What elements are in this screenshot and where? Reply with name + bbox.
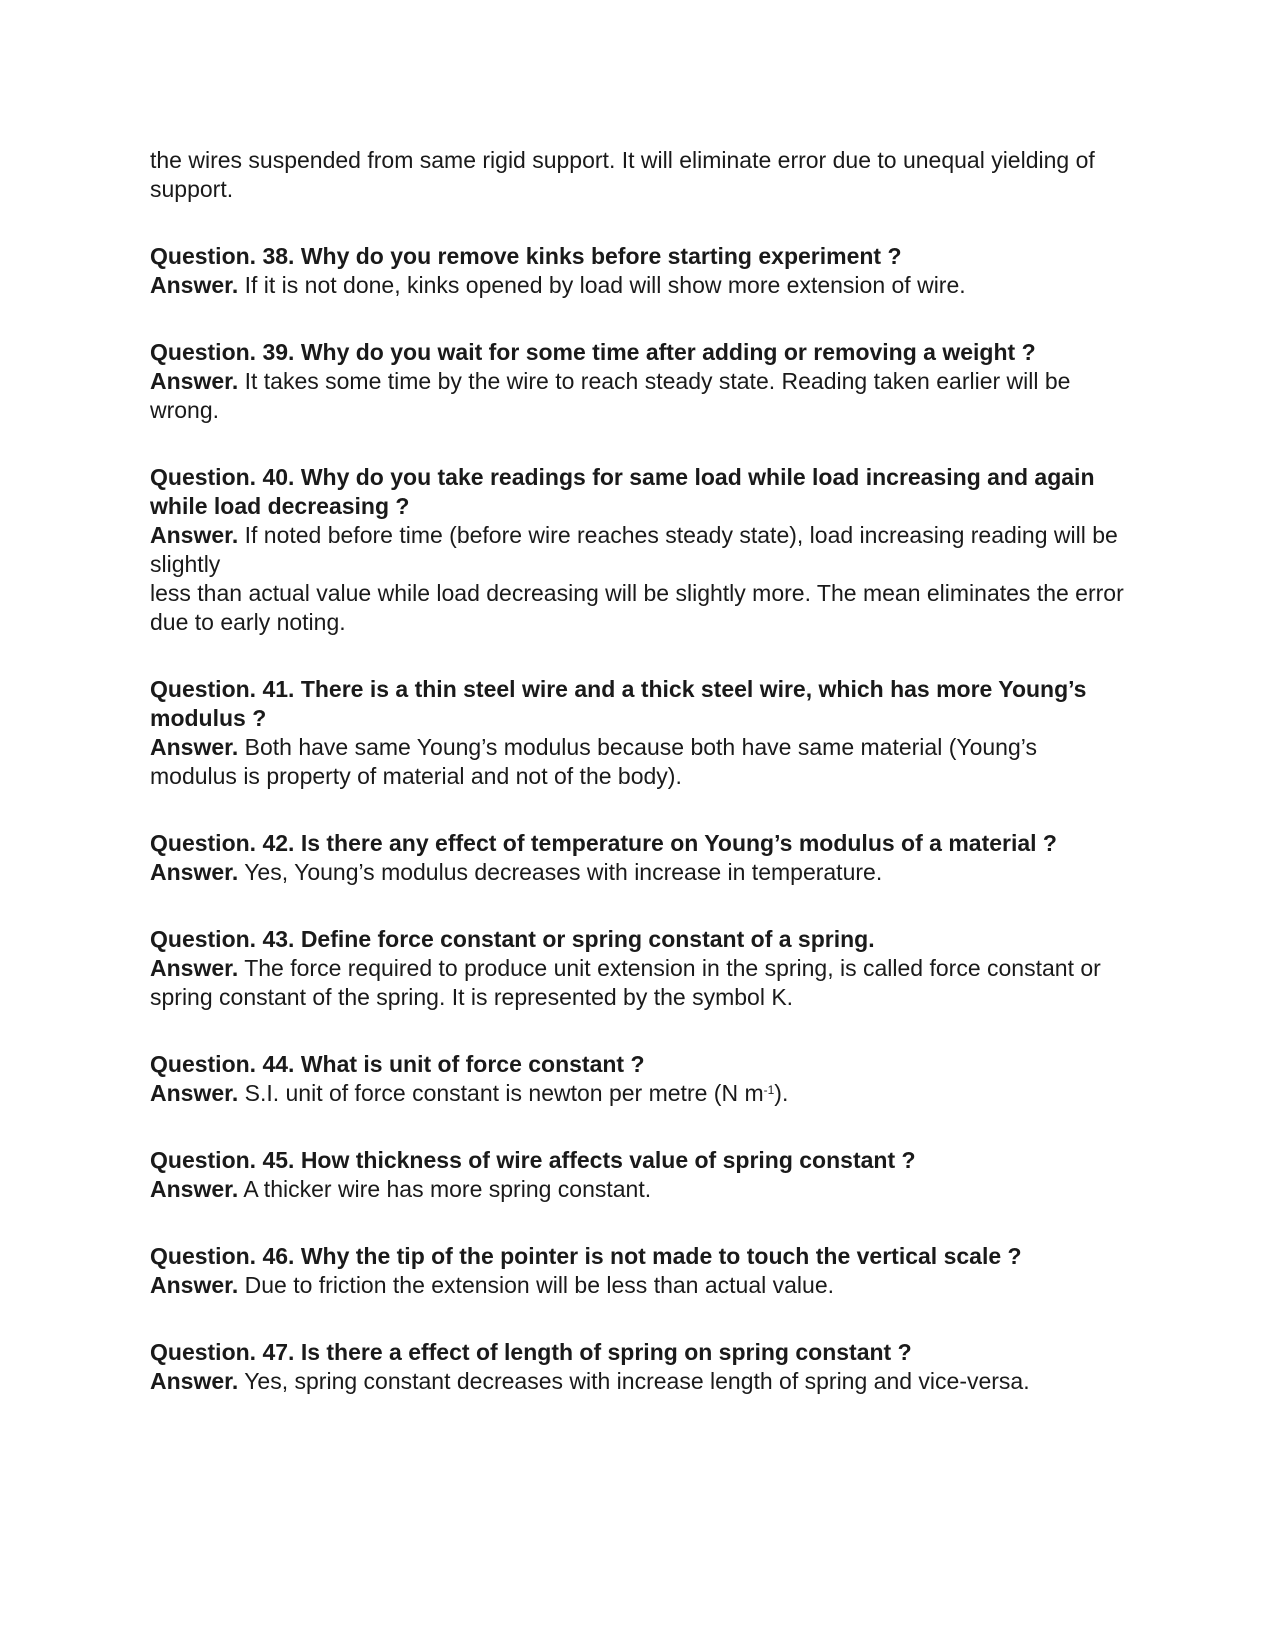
intro-paragraph: the wires suspended from same rigid support. It will eliminate error due to unequal yielding of support.	[150, 147, 1095, 202]
qa-item-44	[150, 1050, 1130, 1108]
answer-text: A thicker wire has more spring constant.	[243, 1176, 652, 1202]
answer-47	[150, 1367, 1130, 1396]
answer-text: If it is not done, kinks opened by load will show more extension of wire.	[244, 272, 966, 298]
qa-item-41	[150, 675, 1130, 791]
question-39: Question. 39. Why do you wait for some time after adding or removing a weight ?	[150, 339, 1036, 365]
answer-text-continued: less than actual value while load decreasing will be slightly more. The mean eliminates the error due to early noting.	[150, 580, 1124, 635]
answer-label: Answer.	[150, 1272, 239, 1298]
answer-43	[150, 954, 1130, 1012]
question-47: Question. 47. Is there a effect of length of spring on spring constant ?	[150, 1339, 912, 1365]
answer-text: S.I. unit of force constant is newton per metre (N m	[244, 1080, 764, 1106]
qa-item-46	[150, 1242, 1130, 1300]
question-42: Question. 42. Is there any effect of temperature on Young’s modulus of a material ?	[150, 830, 1057, 856]
question-43: Question. 43. Define force constant or spring constant of a spring.	[150, 926, 875, 952]
qa-item-38	[150, 242, 1130, 300]
answer-42	[150, 858, 1130, 887]
answer-label: Answer.	[150, 734, 239, 760]
answer-label: Answer.	[150, 368, 239, 394]
answer-45	[150, 1175, 1130, 1204]
answer-label: Answer.	[150, 1176, 239, 1202]
answer-39	[150, 367, 1130, 425]
qa-item-39	[150, 338, 1130, 425]
document-page	[150, 146, 1130, 1434]
answer-44	[150, 1079, 1130, 1108]
answer-40	[150, 521, 1130, 637]
answer-text: The force required to produce unit extension in the spring, is called force constant or spring constant of the spring. It is represented by the symbol K.	[150, 955, 1101, 1010]
answer-label: Answer.	[150, 1368, 239, 1394]
qa-item-47	[150, 1338, 1130, 1396]
answer-text: Yes, spring constant decreases with increase length of spring and vice-versa.	[244, 1368, 1030, 1394]
answer-label: Answer.	[150, 859, 239, 885]
question-38: Question. 38. Why do you remove kinks before starting experiment ?	[150, 243, 902, 269]
answer-label: Answer.	[150, 272, 239, 298]
question-40: Question. 40. Why do you take readings for same load while load increasing and again while load decreasing ?	[150, 464, 1095, 519]
answer-text: If noted before time (before wire reaches steady state), load increasing reading will be slightly	[150, 522, 1118, 577]
question-44: Question. 44. What is unit of force constant ?	[150, 1051, 645, 1077]
qa-item-45	[150, 1146, 1130, 1204]
answer-text: Due to friction the extension will be less than actual value.	[244, 1272, 834, 1298]
answer-label: Answer.	[150, 1080, 239, 1106]
question-41: Question. 41. There is a thin steel wire and a thick steel wire, which has more Young’s modulus ?	[150, 676, 1087, 731]
unit-exponent: -1	[763, 1083, 775, 1097]
answer-46	[150, 1271, 1130, 1300]
answer-label: Answer.	[150, 522, 239, 548]
answer-38	[150, 271, 1130, 300]
answer-text: It takes some time by the wire to reach steady state. Reading taken earlier will be wrong.	[150, 368, 1071, 423]
answer-text: Both have same Young’s modulus because both have same material (Young’s modulus is property of material and not of the body).	[150, 734, 1037, 789]
answer-text: Yes, Young’s modulus decreases with increase in temperature.	[244, 859, 883, 885]
answer-text-end: ).	[774, 1080, 789, 1106]
question-46: Question. 46. Why the tip of the pointer is not made to touch the vertical scale ?	[150, 1243, 1022, 1269]
answer-41	[150, 733, 1130, 791]
qa-item-40	[150, 463, 1130, 637]
qa-item-42	[150, 829, 1130, 887]
qa-item-43	[150, 925, 1130, 1012]
question-45: Question. 45. How thickness of wire affects value of spring constant ?	[150, 1147, 916, 1173]
answer-label: Answer.	[150, 955, 239, 981]
